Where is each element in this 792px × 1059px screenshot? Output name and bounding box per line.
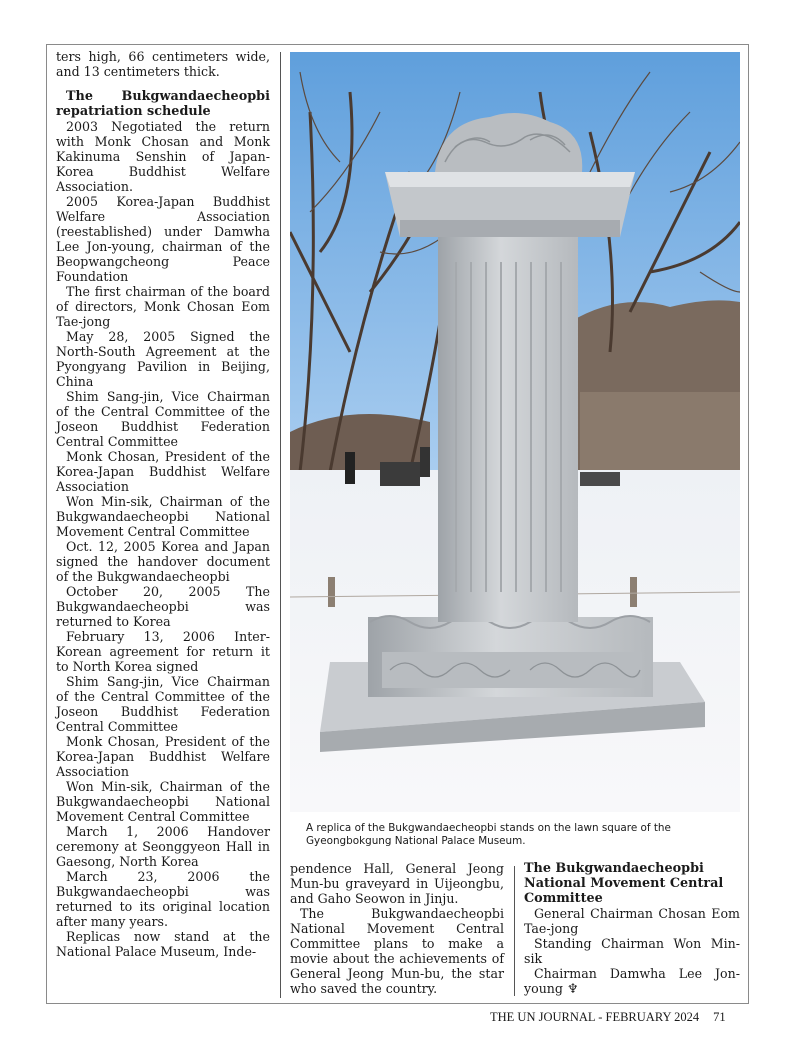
middle-text-column <box>290 861 504 996</box>
page-number: 71 <box>713 1010 726 1024</box>
schedule-item: March 1, 2006 Handover ceremony at Seonggyeon Hall in Gaesong, North Korea <box>56 824 270 869</box>
schedule-list <box>56 119 270 959</box>
schedule-item: Monk Chosan, President of the Korea-Japan Buddhist Welfare Association <box>56 734 270 779</box>
middle-paragraph-1: pendence Hall, General Jeong Mun-bu graveyard in Uijeongbu, and Gaho Seowon in Jinju. <box>290 861 504 906</box>
schedule-item: 2003 Negotiated the return with Monk Chosan and Monk Kakinuma Senshin of Japan-Korea Buddhist Welfare Association. <box>56 119 270 194</box>
schedule-item: February 13, 2006 Inter-Korean agreement for return it to North Korea signed <box>56 629 270 674</box>
middle-paragraph-2: The Bukgwandaecheopbi National Movement Central Committee plans to make a movie about the achievements of General Jeong Mun-bu, the star who saved the country. <box>290 906 504 996</box>
schedule-item: Shim Sang-jin, Vice Chairman of the Central Committee of the Joseon Buddhist Federation Central Committee <box>56 674 270 734</box>
schedule-item: Replicas now stand at the National Palace Museum, Inde- <box>56 929 270 959</box>
schedule-item: Won Min-sik, Chairman of the Bukgwandaecheopbi National Movement Central Committee <box>56 494 270 539</box>
schedule-item: Shim Sang-jin, Vice Chairman of the Central Committee of the Joseon Buddhist Federation Central Committee <box>56 389 270 449</box>
monument-photo <box>290 52 740 812</box>
end-mark-icon: ♆ <box>567 982 579 997</box>
committee-line-3-text: Chairman Damwha Lee Jon-young <box>524 966 740 996</box>
left-text-column <box>56 49 270 959</box>
column-divider <box>514 866 515 996</box>
schedule-item: May 28, 2005 Signed the North-South Agreement at the Pyongyang Pavilion in Beijing, China <box>56 329 270 389</box>
committee-line-3 <box>524 966 740 997</box>
committee-line-2: Standing Chairman Won Min-sik <box>524 936 740 966</box>
publication-name: THE UN JOURNAL - FEBRUARY 2024 <box>490 1010 700 1024</box>
schedule-item: Monk Chosan, President of the Korea-Japan Buddhist Welfare Association <box>56 449 270 494</box>
schedule-item: Won Min-sik, Chairman of the Bukgwandaecheopbi National Movement Central Committee <box>56 779 270 824</box>
continued-paragraph: ters high, 66 centimeters wide, and 13 centimeters thick. <box>56 49 270 79</box>
schedule-item: March 23, 2006 the Bukgwandaecheopbi was returned to its original location after many years. <box>56 869 270 929</box>
right-text-column <box>524 861 740 997</box>
committee-line-1: General Chairman Chosan Eom Tae-jong <box>524 906 740 936</box>
page-footer <box>490 1010 752 1025</box>
committee-heading: The Bukgwandaecheopbi National Movement Central Committee <box>524 861 724 906</box>
schedule-heading: The Bukgwandaecheopbi repatriation schedule <box>56 89 270 119</box>
schedule-item: 2005 Korea-Japan Buddhist Welfare Association (reestablished) under Damwha Lee Jon-young, chairman of the Beopwangcheong Peace Foundation <box>56 194 270 284</box>
schedule-item: The first chairman of the board of directors, Monk Chosan Eom Tae-jong <box>56 284 270 329</box>
schedule-item: October 20, 2005 The Bukgwandaecheopbi was returned to Korea <box>56 584 270 629</box>
schedule-item: Oct. 12, 2005 Korea and Japan signed the handover document of the Bukgwandaecheopbi <box>56 539 270 584</box>
photo-caption: A replica of the Bukgwandaecheopbi stands on the lawn square of the Gyeongbokgung National Palace Museum. <box>306 822 671 847</box>
column-divider <box>280 52 281 998</box>
